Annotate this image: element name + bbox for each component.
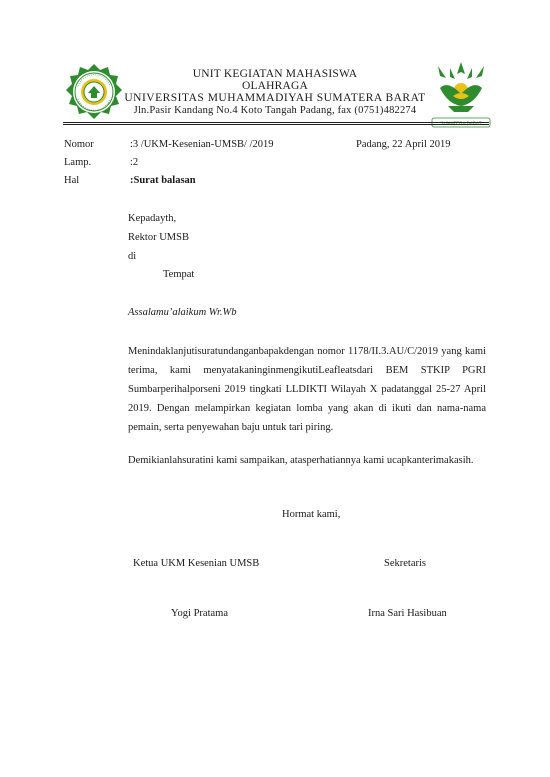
signature-left-name: Yogi Pratama xyxy=(171,608,228,619)
recipient-di: di xyxy=(128,251,137,262)
letterhead-division: OLAHRAGA xyxy=(241,80,309,92)
recipient-place: Tempat xyxy=(163,269,195,280)
lampiran-label: Lamp. xyxy=(64,157,92,168)
lampiran-value: :2 xyxy=(130,157,139,168)
recipient-name: Rektor UMSB xyxy=(128,232,189,243)
body-paragraph-1: Menindaklanjutisuratundanganbapakdengan nomor 1178/II.3.AU/C/2019 yang kami terima, kami menyatakaninginmengikutiLeafleatsdari BEM STKIP PGRI Sumbarperihalporseni 2019 tingkati LLDIKTI Wilayah X padatanggal 25-27 April 2019. Dengan melampirkan kegiatan lomba yang akan di ikuti dan nama-nama pemain, serta penyewahan baju untuk tari piring. xyxy=(128,346,486,433)
body-paragraph-2: Demikianlahsuratini kami sampaikan, atasperhatiannya kami ucapkanterimakasih. xyxy=(128,455,474,466)
nomor-label: Nomor xyxy=(64,139,94,150)
letter-date: Padang, 22 April 2019 xyxy=(356,139,451,150)
hal-label: Hal xyxy=(64,175,80,186)
hal-value: :Surat balasan xyxy=(130,175,196,186)
letterhead-unit: UNIT KEGIATAN MAHASISWA xyxy=(192,68,358,80)
nomor-value: :3 /UKM-Kesenian-UMSB/ /2019 xyxy=(130,139,274,150)
letterhead-divider xyxy=(63,122,489,123)
signature-right-name: Irna Sari Hasibuan xyxy=(368,608,447,619)
letterhead-university: UNIVERSITAS MUHAMMADIYAH SUMATERA BARAT xyxy=(124,92,426,104)
emblem-text: SUMATERA BARAT xyxy=(440,120,482,126)
recipient-salutation: Kepadayth, xyxy=(128,213,177,224)
signature-left-title: Ketua UKM Kesenian UMSB xyxy=(133,558,260,569)
letterhead-divider-secondary xyxy=(63,124,489,125)
letterhead-address: Jln.Pasir Kandang No.4 Koto Tangah Padang, fax (0751)482274 xyxy=(133,105,417,116)
signature-right-title: Sekretaris xyxy=(384,558,426,569)
closing: Hormat kami, xyxy=(282,509,341,520)
greeting: Assalamu’alaikum Wr.Wb xyxy=(128,307,237,318)
